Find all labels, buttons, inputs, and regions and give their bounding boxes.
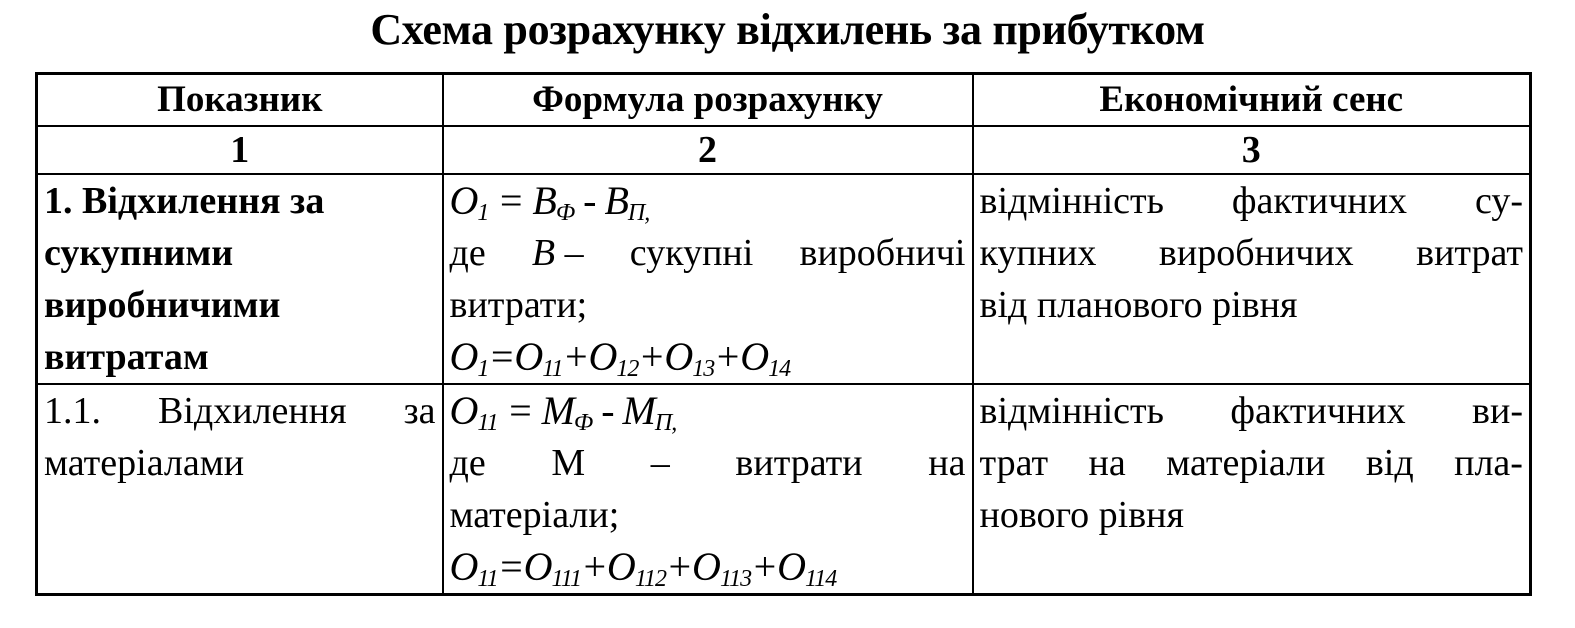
column-number-3: 3 (973, 126, 1531, 174)
column-number-1: 1 (37, 126, 443, 174)
sense-line: нового рівня (979, 494, 1184, 536)
indicator-line: 1.1. Відхилення за (44, 390, 436, 432)
sense-line: відмінність фактичних ви- (979, 390, 1523, 432)
indicator-cell (37, 384, 443, 595)
formula-main: $O_{11} = M_Ф - M_{П,}$ (449, 388, 677, 436)
column-header-indicator: Показник (37, 74, 443, 127)
indicator-line: сукупними (44, 232, 234, 274)
formula-decomposition: $O_{11}=O_{111}+O_{112}+O_{113}+O_{114}$ (449, 544, 837, 592)
indicator-line: виробничими (44, 284, 281, 326)
formula-decomposition: $O_1=O_{11}+O_{12}+O_{13}+O_{14}$ (449, 334, 791, 382)
formula-description-line: матеріали; (449, 494, 620, 536)
formula-description-line: де М – витрати на (449, 442, 966, 484)
formula-cell (443, 174, 973, 384)
indicator-line: витратам (44, 336, 209, 378)
column-number-row (37, 126, 1531, 174)
formula-description-line: витрати; (449, 284, 588, 326)
formula-cell (443, 384, 973, 595)
table-header-row (37, 74, 1531, 127)
formula-main: $O_1 = B_Ф - B_{П,}$ (449, 178, 650, 226)
indicator-line: матеріалами (44, 442, 245, 484)
column-number-2: 2 (443, 126, 973, 174)
column-header-formula: Формула розрахунку (443, 74, 973, 127)
sense-line: відмінність фактичних су- (979, 180, 1523, 222)
column-header-sense: Економічний сенс (973, 74, 1531, 127)
sense-line: від планового рівня (979, 284, 1298, 326)
deviation-scheme-table (35, 72, 1532, 596)
sense-line: трат на матеріали від пла- (979, 442, 1523, 484)
sense-line: купних виробничих витрат (979, 232, 1523, 274)
sense-cell (973, 174, 1531, 384)
indicator-cell (37, 174, 443, 384)
indicator-line: 1. Відхилення за (44, 180, 325, 222)
formula-description-line: де B – сукупні виробничі (449, 232, 966, 274)
sense-cell (973, 384, 1531, 595)
page-title: Схема розрахунку відхилень за прибутком (370, 5, 1205, 54)
table-row (37, 384, 1531, 595)
table-row (37, 174, 1531, 384)
